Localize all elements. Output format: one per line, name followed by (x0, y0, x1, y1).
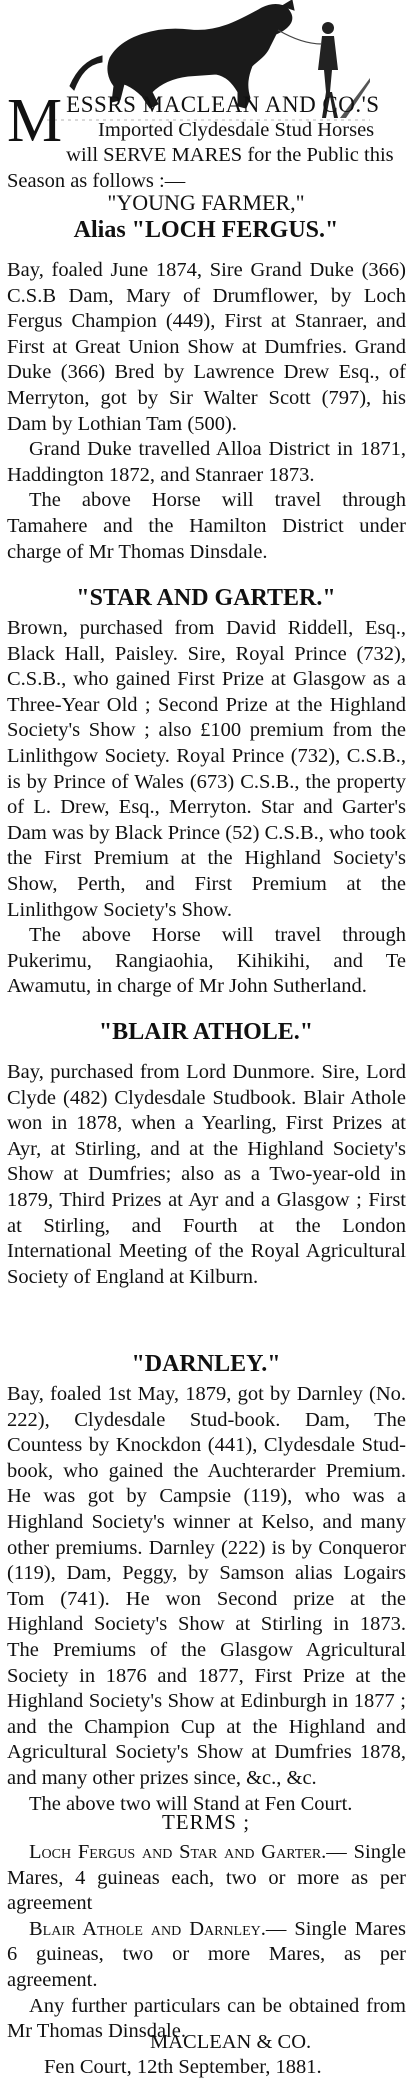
terms-horses-2: Blair Athole and Darnley.— (29, 1917, 287, 1940)
horse-4-description (7, 1382, 406, 1817)
horse-1-description (7, 258, 406, 565)
intro-line-2: Imported Clydesdale Stud Horses (98, 118, 375, 141)
dateline: Fen Court, 12th September, 1881. (44, 2056, 322, 2078)
terms (7, 1840, 406, 2045)
horse-1-name: "YOUNG FARMER," (107, 190, 305, 215)
horse-3-paragraph: Bay, purchased from Lord Dunmore. Sire, Lord Clyde (482) Clydesdale Studbook. Blair Athole won in 1878, when a Yearling, First Prizes at Ayr, at Stirling, and at the Highland Society's Show at Dumfries; also as a Two-year-old in 1879, Third Prizes at Ayr and a Glasgow ; First at Stirling, and Fourth at the London International Meeting of the Royal Agricultural Society of England at Kilburn. (7, 1061, 406, 1288)
terms-title: TERMS ; (161, 1810, 251, 1834)
horse-1-paragraph: Grand Duke travelled Alloa District in 1871, Haddington 1872, and Stanraer 1873. (7, 438, 406, 486)
drop-cap: M (7, 87, 63, 155)
intro-line-1: ESSRS MACLEAN AND CO.'S (66, 92, 380, 117)
horse-4-paragraph: Bay, foaled 1st May, 1879, got by Darnley (No. 222), Clydesdale Stud-book. Dam, The Countess by Knockdon (441), Clydesdale Stud-book, who gained the Auchterarder Premium. He was got by Campsie (119), who was a Highland Society's winner at Kelso, and many other premiums. Darnley (222) is by Conqueror (119), Dam, Peggy, by Samson alias Logairs Tom (741). He won Second prize at the Highland Society's Show at Stirling in 1873. The Premiums of the Glasgow Agricultural Society in 1876 and 1877, First Prize at the Highland Society's Show at Edinburgh in 1877 ; and the Champion Cup at the Highland and Agricultural Society's Show at Dumfries 1878, and many other prizes since, &c., &c. (7, 1383, 406, 1789)
terms-horses-1: Loch Fergus and Star and Garter.— (29, 1841, 347, 1863)
horse-2-name: "STAR AND GARTER." (76, 585, 336, 611)
horse-2-paragraph: Brown, purchased from David Riddell, Esq., Black Hall, Paisley. Sire, Royal Prince (732), C.S.B., who gained First Prize at Glasgow as a Three-Year Old ; Second Prize at the Highland Society's Show ; also £100 premium from the Linlithgow Society. Royal Prince (732), C.S.B., is by Prince of Wales (673) C.S.B., the property of L. Drew, Esq., Merryton. Star and Garter's Dam was by Black Prince (52) C.S.B., who took the First Premium at the Highland Society's Show, Perth, and First Premium at the Linlithgow Society's Show. (7, 617, 406, 921)
terms-price-1: Single Mares, 4 guineas each, two or more as per agreement (7, 1841, 406, 1915)
horse-4-paragraph: The above two will Stand at Fen Court. (29, 1792, 353, 1815)
terms-line-1 (7, 1840, 406, 1917)
intro-line-4: Season as follows :— (7, 169, 186, 192)
horse-4-name: "DARNLEY." (131, 1351, 281, 1377)
terms-price-2: Single Mares 6 guineas, two or more Mares, as per agreement. (7, 1917, 407, 1991)
intro-line-3: will SERVE MARES for the Public this (66, 144, 394, 167)
intro (7, 87, 406, 194)
horse-2-paragraph: The above Horse will travel through Pukerimu, Rangiaohia, Kihikihi, and Te Awamutu, in charge of Mr John Sutherland. (7, 924, 406, 998)
horse-3-name: "BLAIR ATHOLE." (98, 1019, 314, 1045)
horse-1-alias: Alias "LOCH FERGUS." (73, 217, 339, 243)
horse-1-paragraph: Bay, foaled June 1874, Sire Grand Duke (366) C.S.B Dam, Mary of Drumflower, by Loch Fergus Champion (449), First at Stanraer, and First at Great Union Show at Dumfries. Grand Duke (366) Bred by Lawrence Drew Esq., of Merryton, got by Sir Walter Scott (797), his Dam by Lothian Tam (500). (7, 259, 406, 435)
horse-1-paragraph: The above Horse will travel through Tamahere and the Hamilton District under charge of Mr Thomas Dinsdale. (7, 489, 406, 563)
horse-3-description (7, 1060, 406, 1290)
signature: MACLEAN & CO. (150, 2031, 312, 2053)
terms-line-2 (7, 1917, 406, 1994)
horse-2-description (7, 616, 406, 1000)
terms-contact: Any further particulars can be obtained from Mr Thomas Dinsdale. (7, 1994, 406, 2043)
